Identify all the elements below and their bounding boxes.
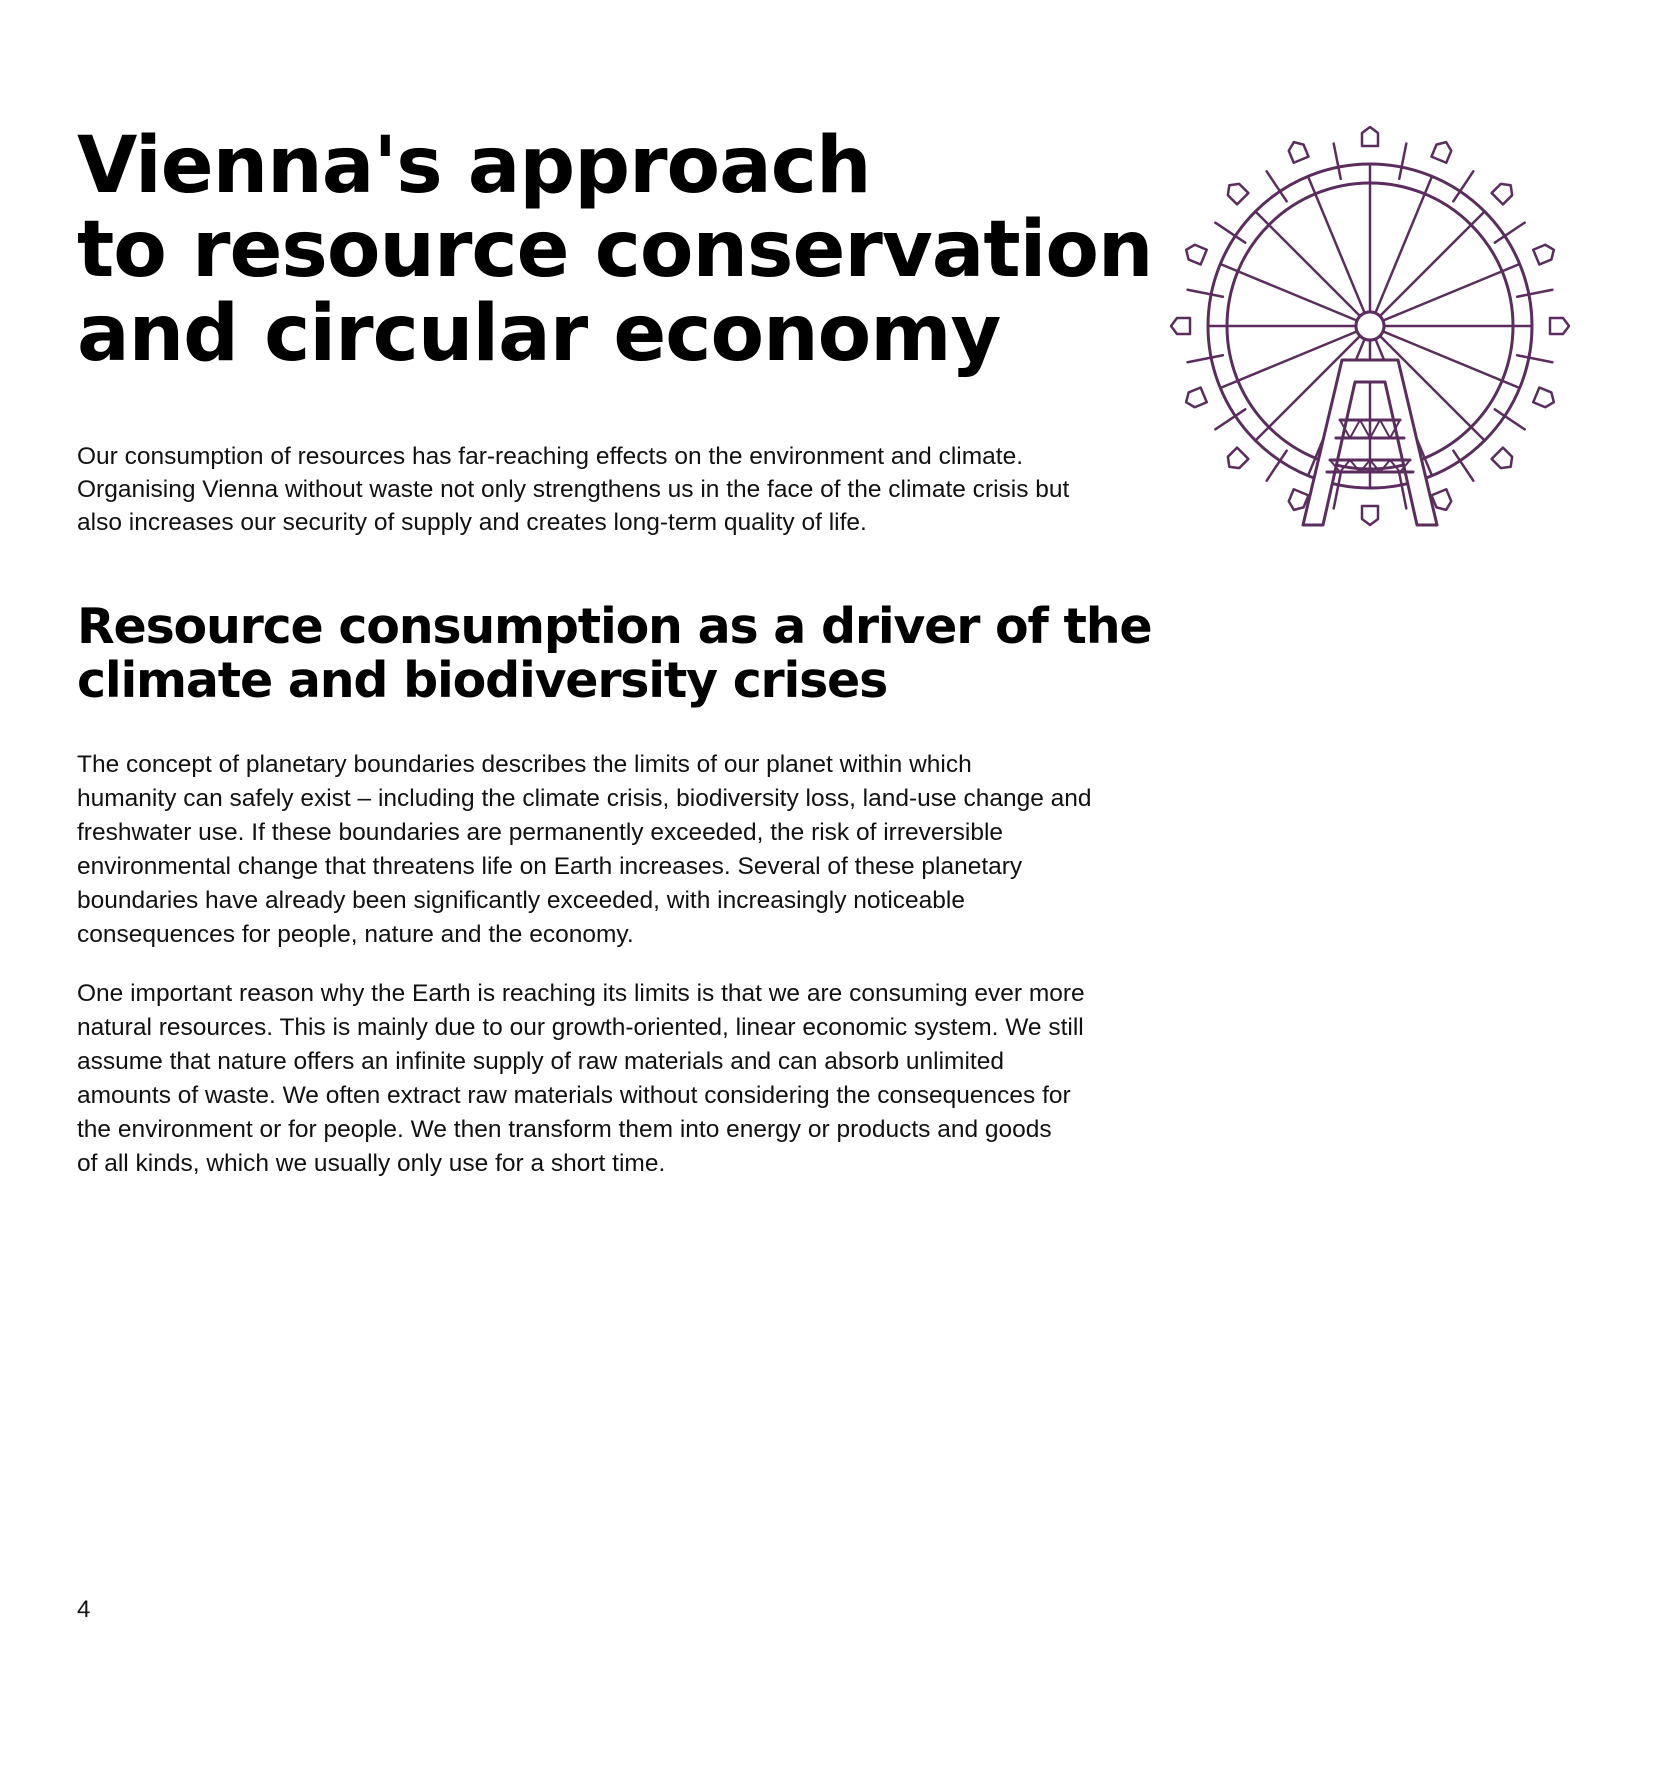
wheel-hub-front — [1356, 312, 1384, 340]
gondola — [1183, 242, 1207, 264]
gondola — [1550, 318, 1569, 334]
wheel-strut — [1517, 355, 1552, 362]
gondola — [1286, 139, 1308, 163]
body-paragraph-planetary-boundaries — [77, 748, 1167, 952]
section-title-line: Resource consumption as a driver of the — [77, 598, 1152, 655]
wheel-strut — [1334, 144, 1341, 179]
paragraph-line: One important reason why the Earth is reaching its limits is that we are consuming ever more — [77, 980, 1085, 1007]
gondola — [1362, 506, 1378, 525]
page-title-line: to resource conservation — [77, 205, 1153, 295]
gondola — [1171, 318, 1190, 334]
paragraph-line: natural resources. This is mainly due to our growth-oriented, linear economic system. We still — [77, 1014, 1084, 1041]
paragraph-line: of all kinds, which we usually only use for a short time. — [77, 1150, 666, 1177]
wheel-strut — [1495, 409, 1525, 429]
wheel-strut — [1215, 223, 1245, 243]
paragraph-line: the environment or for people. We then transform them into energy or products and goods — [77, 1116, 1052, 1143]
intro-line: also increases our security of supply and creates long-term quality of life. — [77, 509, 867, 536]
paragraph-line: assume that nature offers an infinite supply of raw materials and can absorb unlimited — [77, 1048, 1004, 1075]
wheel-strut — [1517, 290, 1552, 297]
wheel-strut — [1215, 409, 1245, 429]
gondola — [1431, 139, 1453, 163]
wheel-strut — [1495, 223, 1525, 243]
gondola — [1362, 127, 1378, 146]
gondola — [1492, 180, 1517, 205]
paragraph-line: consequences for people, nature and the economy. — [77, 921, 634, 948]
section-title — [77, 600, 1177, 708]
paragraph-line: amounts of waste. We often extract raw materials without considering the consequences for — [77, 1082, 1071, 1109]
paragraph-line: boundaries have already been significantly exceeded, with increasingly noticeable — [77, 887, 966, 914]
wheel-strut — [1399, 144, 1406, 179]
page-number: 4 — [77, 1596, 91, 1623]
ferris-wheel-icon — [1160, 120, 1580, 540]
paragraph-line: humanity can safely exist – including the climate crisis, biodiversity loss, land-use change and — [77, 785, 1092, 812]
gondola — [1533, 387, 1557, 409]
gondola — [1492, 448, 1517, 473]
section-title-line: climate and biodiversity crises — [77, 652, 888, 709]
gondola — [1224, 180, 1249, 205]
gondola — [1224, 448, 1249, 473]
wheel-strut — [1267, 171, 1287, 201]
page-title-line: and circular economy — [77, 289, 1001, 379]
body-paragraph-resource-consumption — [77, 977, 1167, 1181]
wheel-strut — [1267, 451, 1287, 481]
gondola — [1533, 242, 1557, 264]
paragraph-line: The concept of planetary boundaries describes the limits of our planet within which — [77, 751, 972, 778]
wheel-strut — [1453, 171, 1473, 201]
page-title-line: Vienna's approach — [77, 121, 871, 211]
wheel-strut — [1188, 290, 1223, 297]
paragraph-line: environmental change that threatens life on Earth increases. Several of these planetary — [77, 853, 1023, 880]
intro-paragraph — [77, 440, 1157, 539]
gondola — [1183, 387, 1207, 409]
paragraph-line: freshwater use. If these boundaries are permanently exceeded, the risk of irreversible — [77, 819, 1004, 846]
intro-line: Organising Vienna without waste not only strengthens us in the face of the climate crisis but — [77, 476, 1070, 503]
intro-line: Our consumption of resources has far-reaching effects on the environment and climate. — [77, 443, 1024, 470]
wheel-strut — [1188, 355, 1223, 362]
wheel-strut — [1453, 451, 1473, 481]
page-title — [77, 121, 1157, 379]
